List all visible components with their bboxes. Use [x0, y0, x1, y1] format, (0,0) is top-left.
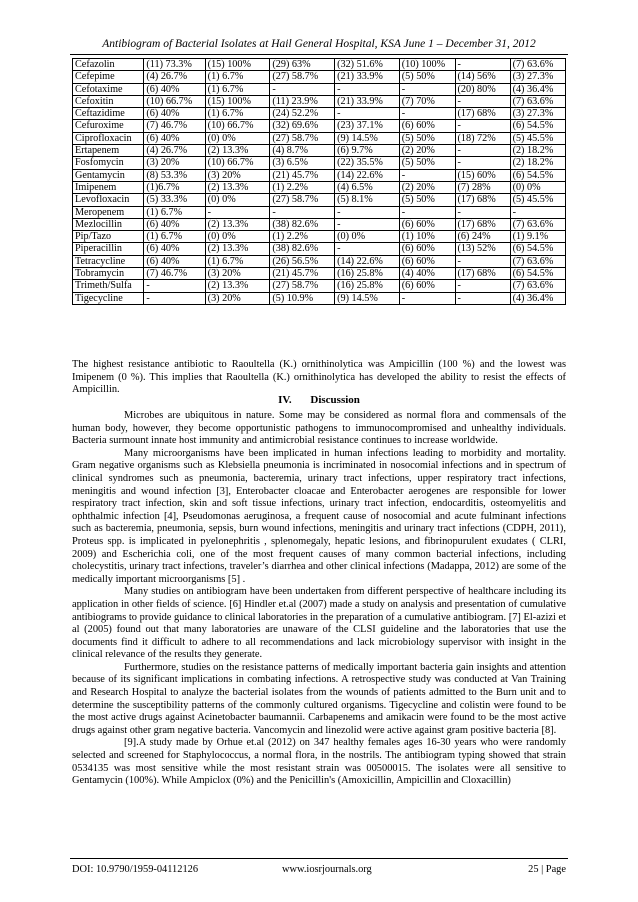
table-row — [73, 243, 566, 255]
table-row — [73, 292, 566, 304]
resistance-value-cell: (15) 100% — [205, 95, 270, 107]
resistance-value-cell: - — [455, 255, 510, 267]
resistance-value-cell: (2) 20% — [399, 145, 455, 157]
resistance-value-cell: (1)6.7% — [144, 181, 205, 193]
resistance-value-cell: (6) 9.7% — [335, 145, 400, 157]
antibiotic-name-cell: Piperacillin — [73, 243, 144, 255]
table-row — [73, 157, 566, 169]
footer-website-link[interactable]: www.iosrjournals.org — [282, 864, 372, 875]
resistance-value-cell: (15) 60% — [455, 169, 510, 181]
resistance-value-cell: (7) 28% — [455, 181, 510, 193]
resistance-value-cell: (38) 82.6% — [270, 218, 335, 230]
resistance-value-cell: (2) 18.2% — [510, 157, 565, 169]
resistance-value-cell: (4) 40% — [399, 268, 455, 280]
resistance-value-cell: (3) 6.5% — [270, 157, 335, 169]
resistance-value-cell: - — [144, 280, 205, 292]
resistance-value-cell: (17) 68% — [455, 218, 510, 230]
antibiogram-table-body — [73, 59, 566, 305]
resistance-value-cell: (17) 68% — [455, 268, 510, 280]
resistance-value-cell: - — [455, 206, 510, 218]
resistance-value-cell: - — [144, 292, 205, 304]
resistance-value-cell: (6) 60% — [399, 280, 455, 292]
table-row — [73, 120, 566, 132]
resistance-value-cell: (7) 70% — [399, 95, 455, 107]
resistance-value-cell: (21) 45.7% — [270, 169, 335, 181]
resistance-value-cell: (7) 46.7% — [144, 268, 205, 280]
resistance-value-cell: (27) 58.7% — [270, 71, 335, 83]
resistance-value-cell: (9) 14.5% — [335, 292, 400, 304]
resistance-value-cell: (0) 0% — [205, 132, 270, 144]
resistance-value-cell: (7) 63.6% — [510, 218, 565, 230]
resistance-value-cell: (4) 6.5% — [335, 181, 400, 193]
footer-doi: DOI: 10.9790/1959-04112126 — [72, 864, 199, 875]
resistance-value-cell: (5) 8.1% — [335, 194, 400, 206]
resistance-value-cell: (27) 58.7% — [270, 132, 335, 144]
resistance-value-cell: (3) 27.3% — [510, 108, 565, 120]
resistance-value-cell: (0) 0% — [205, 231, 270, 243]
resistance-value-cell: (14) 56% — [455, 71, 510, 83]
resistance-value-cell: (7) 63.6% — [510, 280, 565, 292]
discussion-paragraph: [9].A study made by Orhue et.al (2012) on 347 healthy females ages 16-30 years who were randomly selected and screened for Staphylococcus, a normal flora, in the nostrils. The antibiogram typing showed that strain 0534135 was most sensitive while the most resistant strain was 00500015. The isolates were all sensitive to Gentamycin (100%). While Ampiclox (0%) and the Penicillin's (Amoxicillin, Ampicillin and Cloxacillin) — [72, 737, 566, 787]
table-row — [73, 218, 566, 230]
resistance-value-cell: - — [399, 108, 455, 120]
resistance-value-cell: (6) 54.5% — [510, 120, 565, 132]
antibiotic-name-cell: Cefoxitin — [73, 95, 144, 107]
resistance-value-cell: (10) 66.7% — [205, 157, 270, 169]
resistance-value-cell: (1) 10% — [399, 231, 455, 243]
resistance-value-cell: (32) 51.6% — [335, 59, 400, 71]
resistance-value-cell: (6) 40% — [144, 218, 205, 230]
table-row — [73, 95, 566, 107]
table-row — [73, 169, 566, 181]
table-row — [73, 71, 566, 83]
resistance-value-cell: - — [399, 206, 455, 218]
table-row — [73, 231, 566, 243]
section-number: IV. — [278, 394, 292, 406]
discussion-paragraph: Furthermore, studies on the resistance patterns of medically important bacteria gain insights and attention because of its significant implications in combating infections. A retrospective study was conducted at Van Training and Research Hospital to analyze the bacterial isolates from the wounds of patients admitted to the Burn unit and to determine the susceptibility patterns of the commonly cultured organisms. Tigecycline and colistin were found to be the most active drugs against Acinetobacter baumannii. Carbapenems and amikacin were found to be the most active drugs against other gram negative bacteria. Vancomycin and linezolid were active against gram positive bacteria [8]. — [72, 661, 566, 736]
resistance-value-cell: (15) 100% — [205, 59, 270, 71]
antibiotic-name-cell: Tobramycin — [73, 268, 144, 280]
antibiotic-name-cell: Ciprofloxacin — [73, 132, 144, 144]
antibiotic-name-cell: Levofloxacin — [73, 194, 144, 206]
table-row — [73, 59, 566, 71]
antibiotic-name-cell: Trimeth/Sulfa — [73, 280, 144, 292]
resistance-value-cell: - — [455, 292, 510, 304]
resistance-value-cell: (2) 13.3% — [205, 243, 270, 255]
resistance-value-cell: (5) 45.5% — [510, 194, 565, 206]
resistance-value-cell: - — [335, 108, 400, 120]
resistance-value-cell: (6) 54.5% — [510, 268, 565, 280]
resistance-value-cell: (1) 2.2% — [270, 231, 335, 243]
table-row — [73, 268, 566, 280]
resistance-value-cell: (24) 52.2% — [270, 108, 335, 120]
resistance-value-cell: (1) 6.7% — [205, 83, 270, 95]
resistance-value-cell: (5) 10.9% — [270, 292, 335, 304]
resistance-value-cell: (2) 20% — [399, 181, 455, 193]
resistance-value-cell: (0) 0% — [205, 194, 270, 206]
resistance-value-cell: (7) 63.6% — [510, 255, 565, 267]
resistance-value-cell: - — [399, 292, 455, 304]
resistance-value-cell: (1) 6.7% — [205, 71, 270, 83]
table-row — [73, 194, 566, 206]
resistance-value-cell: (29) 63% — [270, 59, 335, 71]
resistance-value-cell: (14) 22.6% — [335, 255, 400, 267]
section-heading — [72, 394, 566, 406]
resistance-value-cell: - — [335, 218, 400, 230]
resistance-value-cell: (10) 66.7% — [205, 120, 270, 132]
discussion-paragraph: Many microorganisms have been implicated in human infections leading to morbidity and mortality. Gram negative organisms such as Klebsiella pneumonia is incriminated in nosocomial infections and in spectrum of clinical syndromes such as pneumonia, bacteremia, urinary tract infections, upper respiratory tract infections, meningitis and wound infection [3], Enterobacter cloacae and Enterobacter aerogenes are responsible for lower respiratory tract infection, skin and soft tissue infections, urinary tract infection, endocarditis, osteomyelitis and ophthalmic infection [4], Pseudomonas aeruginosa, a frequent cause of nosocomial and acute fulminant infections such as bacteremia, pneumonia, sepsis, burn wound infections, meningitis and urinary tract infections (CDPH, 2011), Proteus spp. is implicated in pyelonephritis , splenomegaly, hepatic lesions, and fibrinopurulent exudates ( CLRI, 2009) and Escherichia coli, one of the most frequent causes of many common bacterial infections, including cholecystitis, urinary tract infections, traveler’s diarrhea and other clinical infections (Madappa, 2012) are some of the medically important microorganisms [5] . — [72, 447, 566, 585]
antibiotic-name-cell: Fosfomycin — [73, 157, 144, 169]
table-row — [73, 181, 566, 193]
resistance-value-cell: (7) 46.7% — [144, 120, 205, 132]
resistance-value-cell: - — [270, 83, 335, 95]
resistance-value-cell: - — [205, 206, 270, 218]
resistance-value-cell: - — [510, 206, 565, 218]
resistance-value-cell: (4) 36.4% — [510, 292, 565, 304]
resistance-value-cell: (14) 22.6% — [335, 169, 400, 181]
resistance-value-cell: (4) 26.7% — [144, 145, 205, 157]
resistance-value-cell: (6) 60% — [399, 120, 455, 132]
resistance-value-cell: (5) 50% — [399, 71, 455, 83]
resistance-value-cell: (6) 60% — [399, 255, 455, 267]
resistance-value-cell: (3) 20% — [205, 169, 270, 181]
antibiotic-name-cell: Tetracycline — [73, 255, 144, 267]
resistance-value-cell: (13) 52% — [455, 243, 510, 255]
resistance-value-cell: (10) 66.7% — [144, 95, 205, 107]
resistance-value-cell: (6) 54.5% — [510, 243, 565, 255]
antibiotic-name-cell: Ertapenem — [73, 145, 144, 157]
table-row — [73, 280, 566, 292]
resistance-value-cell: (4) 26.7% — [144, 71, 205, 83]
resistance-value-cell: (6) 40% — [144, 243, 205, 255]
resistance-value-cell: (6) 40% — [144, 255, 205, 267]
footer-rule — [70, 858, 568, 859]
antibiotic-name-cell: Mezlocillin — [73, 218, 144, 230]
summary-paragraph: The highest resistance antibiotic to Raoultella (K.) ornithinolytica was Ampicillin (100 %) and the lowest was Imipenem (0 %). This implies that Raoultella (K.) ornithinolytica has developed the ability to resist the effects of Ampicillin. — [72, 359, 566, 396]
resistance-value-cell: - — [399, 83, 455, 95]
resistance-value-cell: (2) 13.3% — [205, 145, 270, 157]
table-row — [73, 83, 566, 95]
resistance-value-cell: - — [455, 59, 510, 71]
resistance-value-cell: - — [455, 120, 510, 132]
resistance-value-cell: (3) 20% — [205, 292, 270, 304]
resistance-value-cell: (6) 54.5% — [510, 169, 565, 181]
resistance-value-cell: (3) 27.3% — [510, 71, 565, 83]
resistance-value-cell: - — [270, 206, 335, 218]
resistance-value-cell: (1) 6.7% — [205, 255, 270, 267]
resistance-value-cell: (5) 33.3% — [144, 194, 205, 206]
resistance-value-cell: (4) 8.7% — [270, 145, 335, 157]
table-row — [73, 108, 566, 120]
resistance-value-cell: (8) 53.3% — [144, 169, 205, 181]
resistance-value-cell: (0) 0% — [335, 231, 400, 243]
antibiotic-name-cell: Meropenem — [73, 206, 144, 218]
antibiotic-name-cell: Gentamycin — [73, 169, 144, 181]
resistance-value-cell: (5) 45.5% — [510, 132, 565, 144]
running-head: Antibiogram of Bacterial Isolates at Hail General Hospital, KSA June 1 – December 31, 2012 — [102, 38, 536, 50]
table-row — [73, 132, 566, 144]
resistance-value-cell: (38) 82.6% — [270, 243, 335, 255]
resistance-value-cell: (3) 20% — [144, 157, 205, 169]
resistance-value-cell: (5) 50% — [399, 132, 455, 144]
resistance-value-cell: (20) 80% — [455, 83, 510, 95]
resistance-value-cell: (17) 68% — [455, 108, 510, 120]
resistance-value-cell: (6) 60% — [399, 218, 455, 230]
antibiotic-name-cell: Cefepime — [73, 71, 144, 83]
antibiotic-name-cell: Imipenem — [73, 181, 144, 193]
section-title: Discussion — [310, 394, 360, 406]
resistance-value-cell: - — [455, 157, 510, 169]
resistance-value-cell: (11) 73.3% — [144, 59, 205, 71]
resistance-value-cell: - — [455, 280, 510, 292]
footer-page-number: 25 | Page — [528, 864, 566, 875]
resistance-value-cell: (18) 72% — [455, 132, 510, 144]
resistance-value-cell: - — [455, 145, 510, 157]
resistance-value-cell: (23) 37.1% — [335, 120, 400, 132]
antibiogram-table — [72, 58, 566, 305]
resistance-value-cell: (11) 23.9% — [270, 95, 335, 107]
resistance-value-cell: (6) 40% — [144, 132, 205, 144]
resistance-value-cell: (22) 35.5% — [335, 157, 400, 169]
resistance-value-cell: (2) 13.3% — [205, 181, 270, 193]
resistance-value-cell: (7) 63.6% — [510, 95, 565, 107]
table-row — [73, 145, 566, 157]
resistance-value-cell: (1) 2.2% — [270, 181, 335, 193]
resistance-value-cell: (17) 68% — [455, 194, 510, 206]
antibiotic-name-cell: Ceftazidime — [73, 108, 144, 120]
resistance-value-cell: - — [455, 95, 510, 107]
resistance-value-cell: - — [335, 243, 400, 255]
resistance-value-cell: (27) 58.7% — [270, 280, 335, 292]
antibiotic-name-cell: Pip/Tazo — [73, 231, 144, 243]
resistance-value-cell: (1) 6.7% — [144, 231, 205, 243]
resistance-value-cell: (21) 33.9% — [335, 71, 400, 83]
table-row — [73, 255, 566, 267]
resistance-value-cell: (2) 13.3% — [205, 280, 270, 292]
resistance-value-cell: (21) 33.9% — [335, 95, 400, 107]
discussion-body — [72, 410, 566, 788]
resistance-value-cell: (7) 63.6% — [510, 59, 565, 71]
resistance-value-cell: (1) 9.1% — [510, 231, 565, 243]
resistance-value-cell: (27) 58.7% — [270, 194, 335, 206]
resistance-value-cell: (16) 25.8% — [335, 268, 400, 280]
resistance-value-cell: - — [399, 169, 455, 181]
resistance-value-cell: (6) 24% — [455, 231, 510, 243]
resistance-value-cell: (1) 6.7% — [205, 108, 270, 120]
resistance-value-cell: (2) 13.3% — [205, 218, 270, 230]
resistance-value-cell: - — [335, 83, 400, 95]
resistance-value-cell: (6) 40% — [144, 83, 205, 95]
antibiotic-name-cell: Cefuroxime — [73, 120, 144, 132]
resistance-value-cell: (5) 50% — [399, 157, 455, 169]
antibiotic-name-cell: Cefazolin — [73, 59, 144, 71]
resistance-value-cell: (2) 18.2% — [510, 145, 565, 157]
resistance-value-cell: (3) 20% — [205, 268, 270, 280]
resistance-value-cell: (21) 45.7% — [270, 268, 335, 280]
header-rule — [70, 54, 568, 55]
resistance-value-cell: (6) 40% — [144, 108, 205, 120]
resistance-value-cell: (0) 0% — [510, 181, 565, 193]
antibiotic-name-cell: Cefotaxime — [73, 83, 144, 95]
discussion-paragraph: Many studies on antibiogram have been undertaken from different perspective of healthcare including its application in other fields of science. [6] Hindler et.al (2007) made a study on analysis and presentation of cumulative antibiograms to provide guidance to clinical laboratories in the preparation of a cumulative antibiogram. [7] El-azizi et al (2005) found out that many laboratories are unaware of the CLSI guideline and the laboratories that use the documents find it difficult to adhere to all recommendations and lack microbiology supervisor with insight in the clinical relevance of the results they generate. — [72, 586, 566, 661]
resistance-value-cell: (4) 36.4% — [510, 83, 565, 95]
resistance-value-cell: (9) 14.5% — [335, 132, 400, 144]
resistance-value-cell: (6) 60% — [399, 243, 455, 255]
discussion-paragraph: Microbes are ubiquitous in nature. Some may be considered as normal flora and commensals of the human body, however, they become opportunistic pathogens to immunocompromised and unhealthy individuals. Bacteria surmount innate host immunity and antimicrobial resistance continues to increase worldwide. — [72, 410, 566, 447]
resistance-value-cell: (32) 69.6% — [270, 120, 335, 132]
resistance-value-cell: (16) 25.8% — [335, 280, 400, 292]
resistance-value-cell: (10) 100% — [399, 59, 455, 71]
resistance-value-cell: (26) 56.5% — [270, 255, 335, 267]
antibiotic-name-cell: Tigecycline — [73, 292, 144, 304]
resistance-value-cell: (1) 6.7% — [144, 206, 205, 218]
table-row — [73, 206, 566, 218]
resistance-value-cell: - — [335, 206, 400, 218]
resistance-value-cell: (5) 50% — [399, 194, 455, 206]
